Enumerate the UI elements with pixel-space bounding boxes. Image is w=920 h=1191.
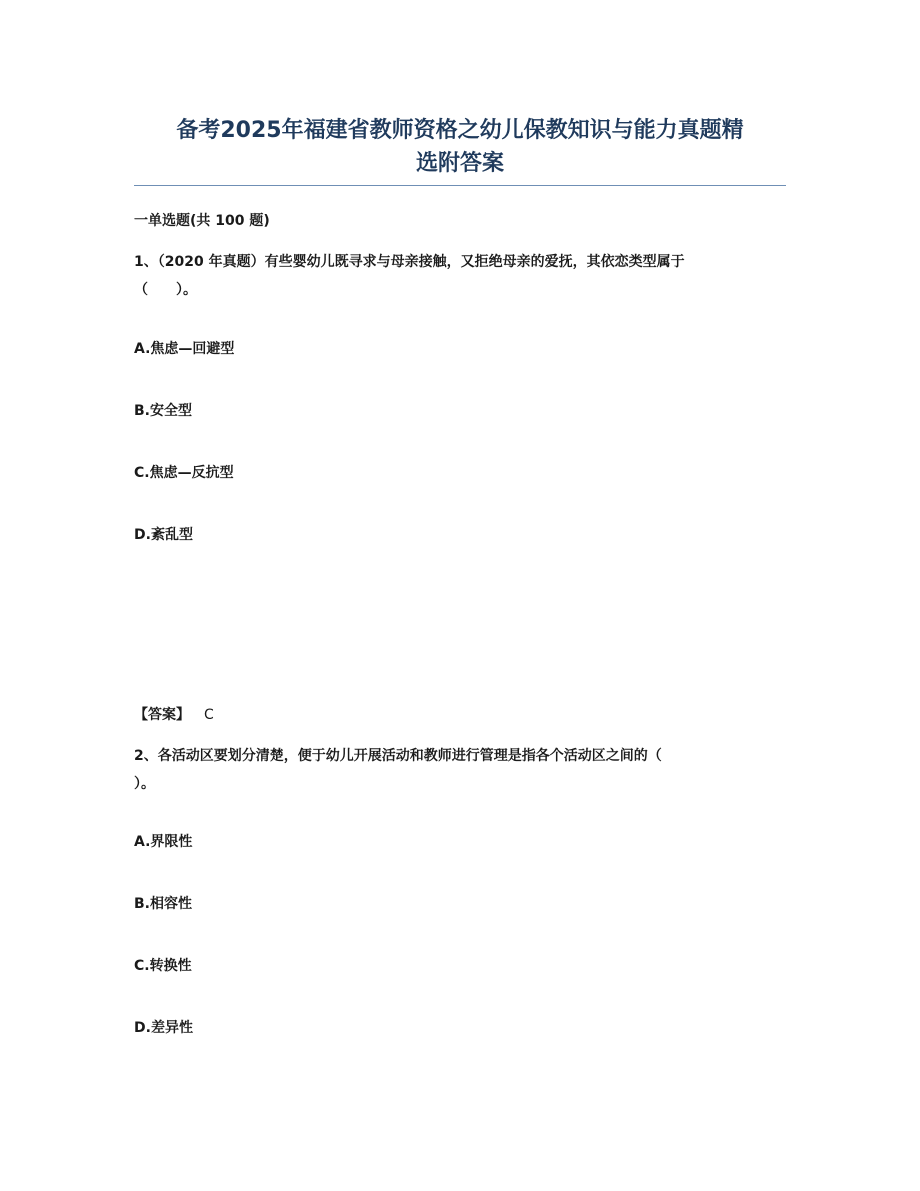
section-heading: 一单选题(共 100 题): [134, 213, 270, 229]
question-1-option-d: D.紊乱型: [134, 527, 193, 543]
question-1-answer: [134, 704, 214, 726]
answer-label: 【答案】: [134, 707, 190, 723]
document-title-line-1: 备考2025年福建省教师资格之幼儿保教知识与能力真题精: [176, 118, 744, 143]
document-title-line-2: 选附答案: [415, 151, 504, 176]
question-1-stem-line-2: （ ）。: [134, 282, 197, 298]
question-2-option-c: C.转换性: [134, 958, 192, 974]
question-2-stem-line-1: 2、各活动区要划分清楚，便于幼儿开展活动和教师进行管理是指各个活动区之间的（: [134, 748, 662, 764]
answer-value: C: [204, 707, 214, 723]
document-title: [134, 114, 786, 180]
question-1-stem: [134, 248, 786, 304]
question-1-option-b: B.安全型: [134, 403, 192, 419]
title-divider: [134, 185, 786, 186]
question-2-option-b: B.相容性: [134, 896, 192, 912]
question-2-stem-line-2: ）。: [134, 776, 155, 792]
question-1-option-a: A.焦虑—回避型: [134, 341, 235, 357]
question-2-option-a: A.界限性: [134, 834, 193, 850]
question-1-option-c: C.焦虑—反抗型: [134, 465, 234, 481]
question-2-stem: [134, 742, 786, 798]
question-1-stem-line-1: 1、（2020 年真题）有些婴幼儿既寻求与母亲接触，又拒绝母亲的爱抚，其依恋类型属于: [134, 254, 685, 270]
question-2-option-d: D.差异性: [134, 1020, 193, 1036]
